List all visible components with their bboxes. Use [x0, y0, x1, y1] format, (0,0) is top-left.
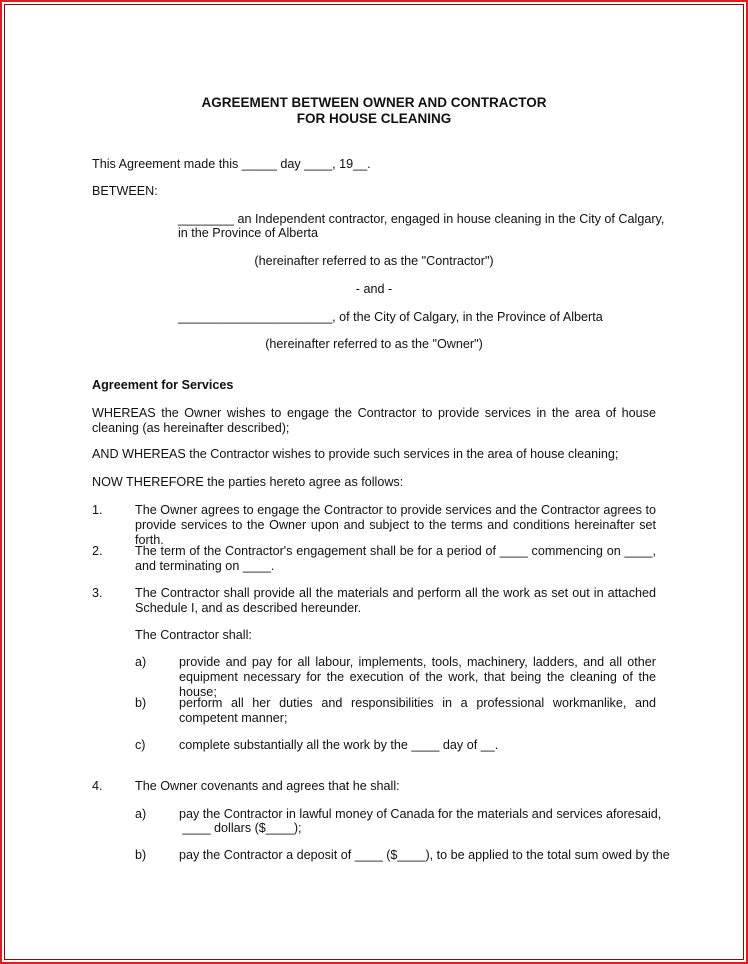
section-heading: Agreement for Services: [92, 378, 234, 392]
and-separator: - and -: [355, 282, 393, 296]
clause-number: 4.: [92, 779, 103, 793]
sub-clause-letter: a): [135, 807, 147, 821]
sub-clause-letter: a): [135, 655, 147, 669]
sub-clause-letter: b): [135, 696, 147, 710]
clause-number: 1.: [92, 503, 103, 517]
contractor-reference: (hereinafter referred to as the "Contractor"): [254, 254, 494, 268]
contractor-party-line-2: in the Province of Alberta: [178, 226, 319, 240]
contractor-party-line-1: ________ an Independent contractor, engaged in house cleaning in the City of Calgary,: [178, 212, 665, 226]
clause-text: The Owner covenants and agrees that he shall:: [135, 779, 400, 793]
sub-clause-text: provide and pay for all labour, implements, tools, machinery, ladders, and all other equipment necessary for the execution of the work, that being the cleaning of the house;: [179, 655, 656, 699]
sub-clause-text: pay the Contractor a deposit of ____ ($____), to be applied to the total sum owed by the: [179, 848, 670, 862]
owner-reference: (hereinafter referred to as the "Owner"): [265, 337, 483, 351]
whereas-clause-2: AND WHEREAS the Contractor wishes to provide such services in the area of house cleaning;: [92, 447, 619, 461]
sub-clause-text: complete substantially all the work by the ____ day of __.: [179, 738, 499, 752]
sub-clause-text-line-2: ____ dollars ($____);: [179, 821, 302, 835]
clause-text: The term of the Contractor's engagement shall be for a period of ____ commencing on ____, and terminating on ____.: [135, 544, 656, 573]
sub-clause-text-line-1: pay the Contractor in lawful money of Canada for the materials and services aforesaid,: [179, 807, 662, 821]
sub-clause-letter: b): [135, 848, 147, 862]
sub-clause-letter: c): [135, 738, 146, 752]
clause-text: The Contractor shall provide all the materials and perform all the work as set out in attached Schedule I, and as described hereunder.: [135, 586, 656, 615]
between-label: BETWEEN:: [92, 184, 158, 198]
document-title-line-1: AGREEMENT BETWEEN OWNER AND CONTRACTOR: [201, 95, 547, 110]
clause-number: 3.: [92, 586, 103, 600]
agreement-date-line: This Agreement made this _____ day ____, 19__.: [92, 157, 371, 171]
sub-clause-text: perform all her duties and responsibilities in a professional workmanlike, and competent manner;: [179, 696, 656, 725]
clause-text: The Owner agrees to engage the Contractor to provide services and the Contractor agrees to provide services to the Owner upon and subject to the terms and conditions hereinafter set forth.: [135, 503, 656, 547]
whereas-clause-1: WHEREAS the Owner wishes to engage the Contractor to provide services in the area of house cleaning (as hereinafter described);: [92, 406, 656, 435]
document-title-line-2: FOR HOUSE CLEANING: [296, 111, 452, 126]
clause-number: 2.: [92, 544, 103, 558]
contractor-shall-label: The Contractor shall:: [135, 628, 252, 642]
now-therefore-line: NOW THEREFORE the parties hereto agree as follows:: [92, 475, 404, 489]
owner-party-line: ______________________, of the City of Calgary, in the Province of Alberta: [178, 310, 603, 324]
